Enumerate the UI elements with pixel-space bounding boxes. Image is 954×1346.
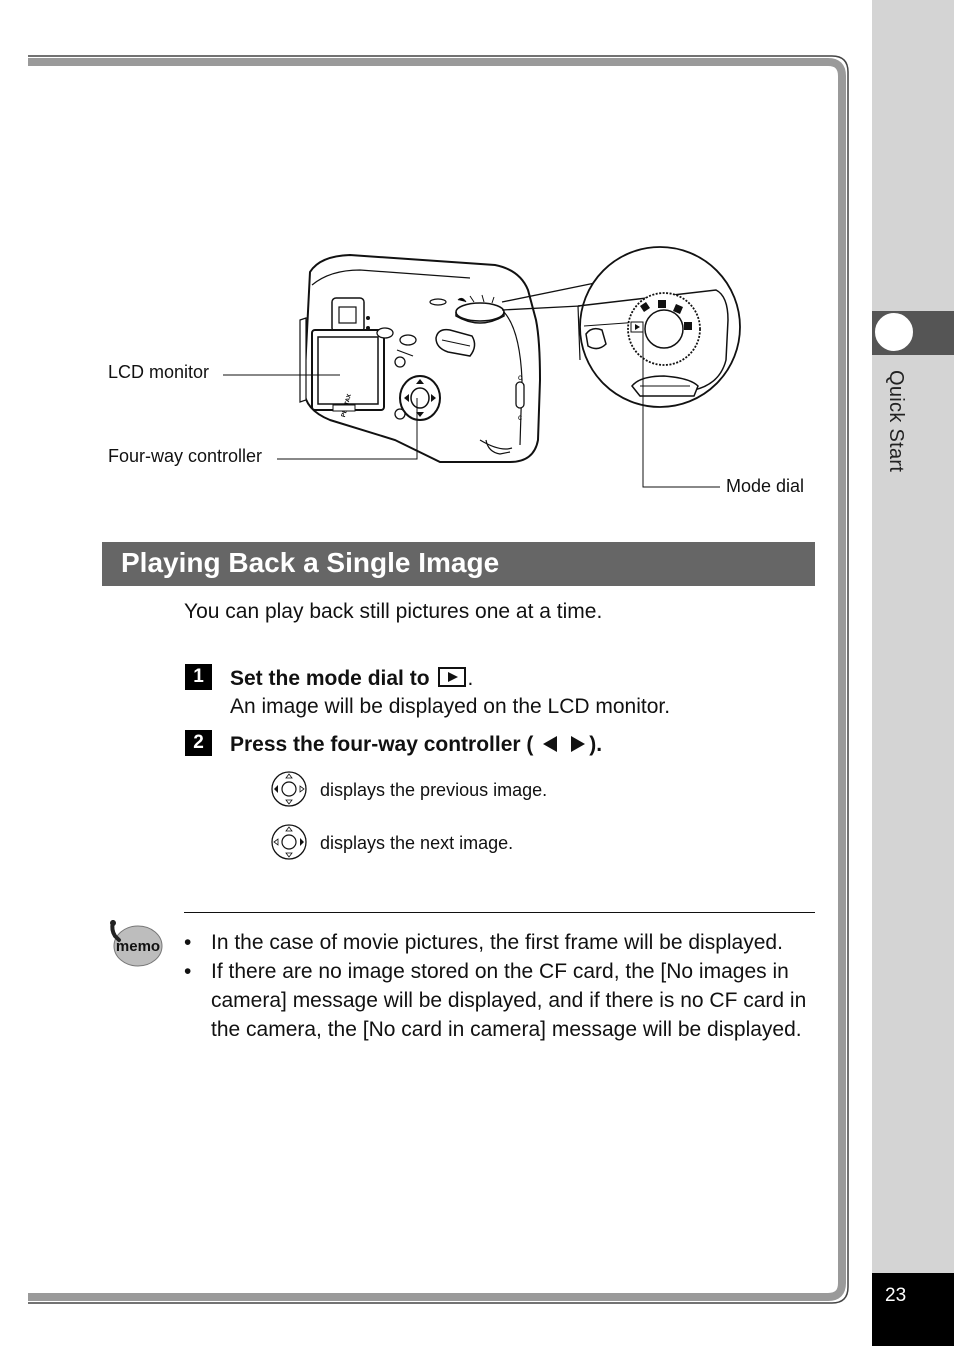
section-intro: You can play back still pictures one at a time. [184,600,603,623]
step-1-description: An image will be displayed on the LCD monitor. [230,695,671,718]
previous-image-text: displays the previous image. [320,780,548,800]
step-2-title [230,733,602,757]
step-1-title [230,667,473,691]
section-title: Playing Back a Single Image [121,547,500,578]
playback-mode-icon [438,667,466,687]
step-1-number: 1 [185,664,212,690]
four-way-controller-label: Four-way controller [108,446,263,466]
step-1-title-text: Set the mode dial to [230,667,430,690]
page-number: 23 [885,1285,907,1306]
next-image-text: displays the next image. [320,833,514,853]
four-way-left-icon [270,770,308,808]
step-2-number: 2 [185,730,212,756]
page-number-box [872,1273,954,1346]
mode-dial-label: Mode dial [726,476,805,496]
sidebar-label: Quick Start [885,370,907,473]
lcd-monitor-label: LCD monitor [108,362,210,382]
svg-text:c: c [518,373,522,382]
memo-bullet-list [184,928,824,1044]
memo-icon-text: memo [115,938,161,955]
memo-bullet-2: • If there are no image stored on the CF card, the [No images in camera] message will be displayed, and if there is no CF card in the camera, the [No card in camera] message will be displayed. [184,960,807,1041]
step-2-title-before: Press the four-way controller ( [230,733,534,756]
svg-text:c: c [518,413,522,422]
memo-bullet-1: • In the case of movie pictures, the first frame will be displayed. [184,931,783,954]
step-2-title-after: ). [589,733,603,756]
left-right-arrows-icon [539,735,589,753]
memo-divider [184,912,815,913]
memo-icon [105,918,165,970]
step-1-title-suffix: . [467,667,474,690]
four-way-right-icon [270,823,308,861]
